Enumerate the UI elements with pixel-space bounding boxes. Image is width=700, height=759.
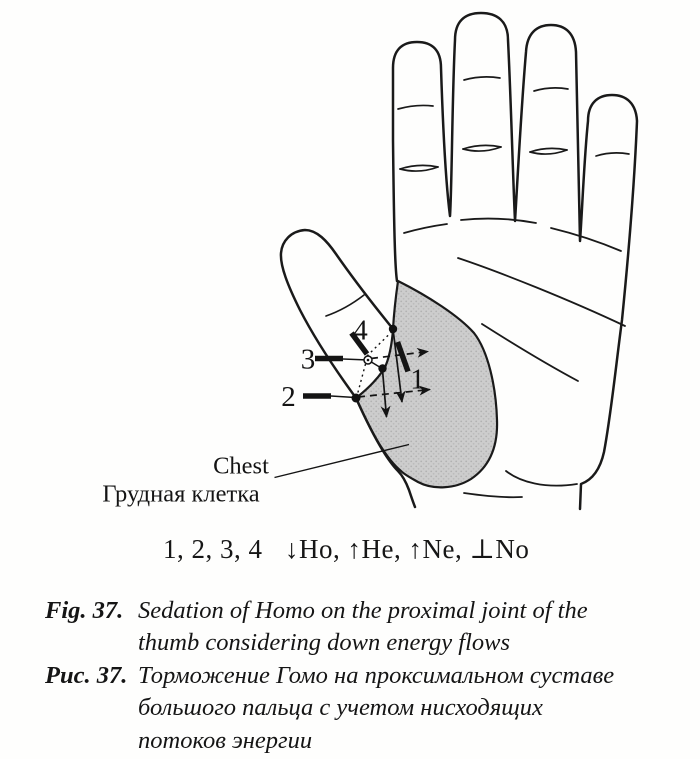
point-dot-bottom [352, 394, 361, 403]
point-circle-center [367, 359, 370, 362]
caption-line: Торможение Гомо на проксимальном суставе [138, 661, 615, 689]
caption-russian [45, 660, 665, 757]
point-dot-top [389, 325, 397, 333]
point-label-1: 1 [410, 363, 425, 396]
figure-captions [45, 595, 665, 757]
notation-point-numbers: 1, 2, 3, 4 [163, 534, 263, 564]
caption-english-body [138, 595, 665, 660]
caption-line: потоков энергии [138, 726, 313, 754]
caption-russian-label: Рис. 37. [45, 661, 128, 689]
caption-line: большого пальца с учетом нисходящих [138, 694, 543, 722]
notation-energy-formula: ↓Ho, ↑He, ↑Ne, ⊥No [285, 534, 530, 564]
point-label-4: 4 [353, 314, 368, 347]
caption-russian-body [138, 660, 665, 757]
point-label-2: 2 [281, 381, 296, 413]
caption-line: thumb considering down energy flows [138, 629, 511, 657]
caption-english [45, 595, 665, 660]
point-label-3: 3 [300, 343, 316, 376]
caption-english-label: Fig. 37. [45, 597, 124, 624]
chest-label-en: Chest [213, 452, 269, 480]
point-notation-line [0, 534, 700, 568]
thenar-shaded-region [356, 281, 497, 487]
point-dot-mid [378, 364, 386, 372]
caption-line: Sedation of Homo on the proximal joint of the [138, 597, 588, 624]
chest-label-ru: Грудная клетка [102, 480, 260, 508]
